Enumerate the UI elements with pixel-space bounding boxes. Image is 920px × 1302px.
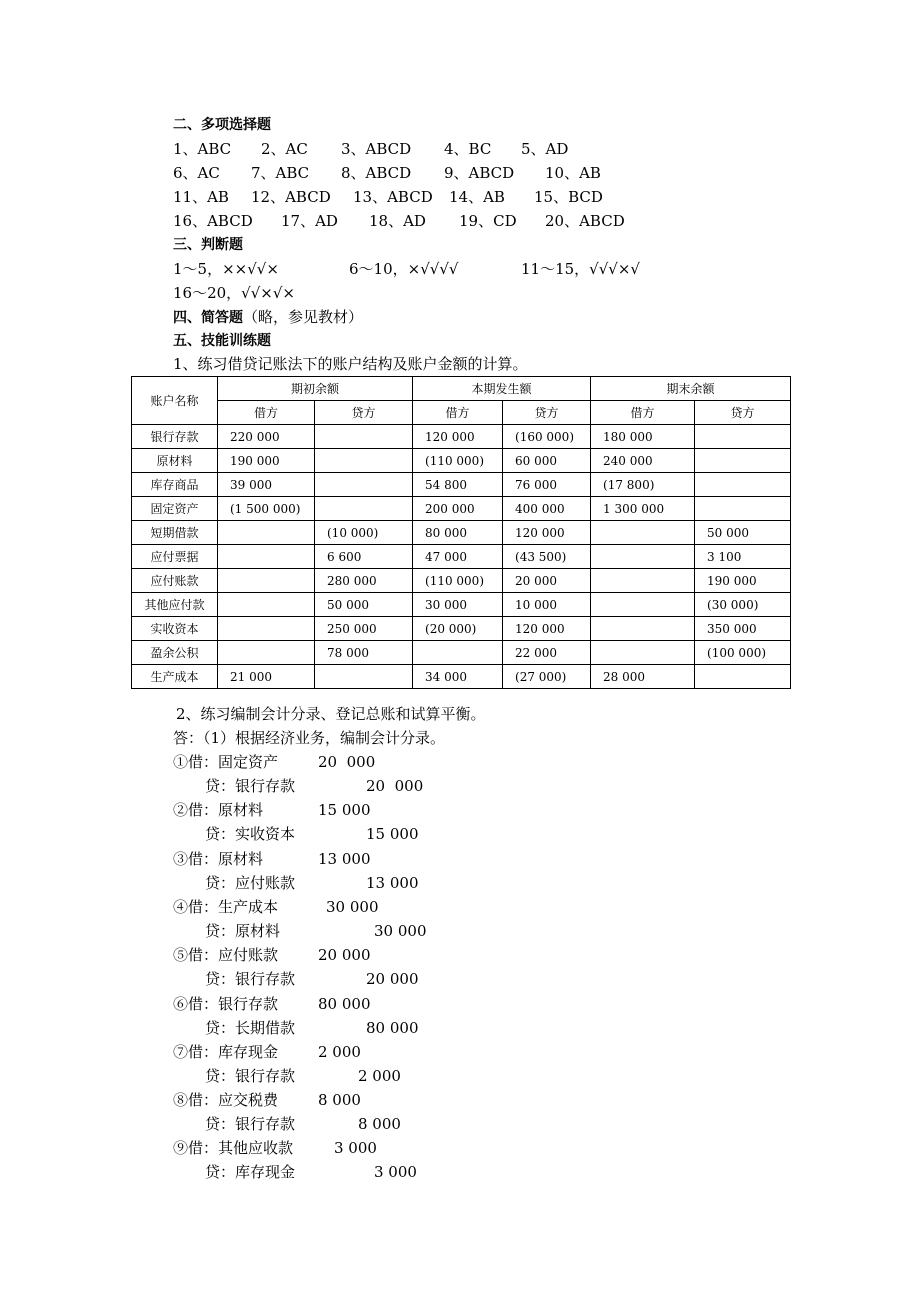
header-debit: 借方 — [218, 401, 315, 425]
amount-cell: 78 000 — [315, 641, 413, 665]
table-row — [132, 641, 791, 665]
entry-debit-amount: 20 000 — [318, 946, 371, 965]
entry-credit-account: 贷：应付账款 — [205, 873, 296, 892]
amount-cell: (43 500) — [503, 545, 591, 569]
amount-cell: 34 000 — [413, 665, 503, 689]
account-name-cell: 盈余公积 — [132, 641, 218, 665]
amount-cell: 120 000 — [503, 617, 591, 641]
skill-1-text: 1、练习借贷记账法下的账户结构及账户金额的计算。 — [173, 355, 528, 373]
header-credit: 贷方 — [315, 401, 413, 425]
amount-cell: (27 000) — [503, 665, 591, 689]
answer-item: 10、AB — [545, 164, 601, 182]
amount-cell — [591, 641, 695, 665]
answer-item: 14、AB — [449, 188, 505, 206]
header-opening-balance: 期初余额 — [218, 377, 413, 401]
account-name-cell: 应付票据 — [132, 545, 218, 569]
entry-debit-account: ⑨借：其他应收款 — [173, 1139, 294, 1158]
amount-cell: 1 300 000 — [591, 497, 695, 521]
entry-debit-account: ⑥借：银行存款 — [173, 994, 279, 1013]
amount-cell: 200 000 — [413, 497, 503, 521]
answer-item: 16、ABCD — [173, 212, 253, 230]
account-name-cell: 银行存款 — [132, 425, 218, 449]
amount-cell: 220 000 — [218, 425, 315, 449]
amount-cell: (160 000) — [503, 425, 591, 449]
header-debit: 借方 — [591, 401, 695, 425]
amount-cell: 21 000 — [218, 665, 315, 689]
amount-cell — [695, 473, 791, 497]
amount-cell — [591, 521, 695, 545]
entry-debit-amount: 8 000 — [318, 1091, 361, 1110]
answer-item: 15、BCD — [534, 188, 603, 206]
amount-cell: 50 000 — [695, 521, 791, 545]
skills-title: 五、技能训练题 — [173, 333, 271, 349]
amount-cell: 280 000 — [315, 569, 413, 593]
entry-debit-amount: 20 000 — [318, 753, 376, 771]
table-row — [132, 665, 791, 689]
amount-cell — [695, 497, 791, 521]
amount-cell: 190 000 — [695, 569, 791, 593]
amount-cell — [218, 545, 315, 569]
answer-item: 5、AD — [521, 140, 569, 158]
account-name-cell: 原材料 — [132, 449, 218, 473]
table-row — [132, 473, 791, 497]
entry-credit-amount: 2 000 — [358, 1066, 401, 1085]
amount-cell: 20 000 — [503, 569, 591, 593]
amount-cell: 240 000 — [591, 449, 695, 473]
account-name-cell: 库存商品 — [132, 473, 218, 497]
account-balance-table — [131, 376, 791, 689]
entry-credit-amount: 8 000 — [358, 1115, 401, 1134]
amount-cell — [591, 593, 695, 617]
amount-cell: 80 000 — [413, 521, 503, 545]
entry-credit-account: 贷：银行存款 — [205, 1066, 296, 1085]
amount-cell: (10 000) — [315, 521, 413, 545]
judge-item: 1～5，××√√× — [173, 260, 279, 278]
entry-debit-amount: 80 000 — [318, 994, 371, 1013]
amount-cell: 10 000 — [503, 593, 591, 617]
multi-choice-row-4 — [173, 210, 813, 232]
header-period-amount: 本期发生额 — [413, 377, 591, 401]
answer-item: 13、ABCD — [353, 188, 433, 206]
entry-credit-account: 贷：实收资本 — [205, 825, 296, 844]
amount-cell: (110 000) — [413, 569, 503, 593]
answer-item: 12、ABCD — [251, 188, 331, 206]
amount-cell: (1 500 000) — [218, 497, 315, 521]
amount-cell: (20 000) — [413, 617, 503, 641]
amount-cell: 54 800 — [413, 473, 503, 497]
entry-debit-amount: 2 000 — [318, 1042, 361, 1061]
amount-cell — [695, 665, 791, 689]
amount-cell: (30 000) — [695, 593, 791, 617]
table-row — [132, 617, 791, 641]
amount-cell: 22 000 — [503, 641, 591, 665]
judge-row-2: 16～20，√√×√× — [173, 284, 295, 302]
answer-intro: 答：（1）根据经济业务，编制会计分录。 — [173, 729, 446, 747]
amount-cell: 120 000 — [413, 425, 503, 449]
entry-debit-account: ④借：生产成本 — [173, 897, 279, 916]
amount-cell: 60 000 — [503, 449, 591, 473]
judge-item: 6～10，×√√√√ — [349, 260, 459, 278]
short-answer-title: 四、简答题 — [173, 310, 243, 326]
entry-debit-amount: 15 000 — [318, 801, 371, 820]
entry-credit-account: 贷：长期借款 — [205, 1018, 296, 1037]
amount-cell — [591, 569, 695, 593]
answer-item: 2、AC — [261, 140, 308, 158]
amount-cell — [218, 521, 315, 545]
header-closing-balance: 期末余额 — [591, 377, 791, 401]
amount-cell: 30 000 — [413, 593, 503, 617]
short-answer-line — [173, 306, 363, 329]
judge-row-1 — [173, 258, 813, 280]
amount-cell — [695, 425, 791, 449]
table-row — [132, 449, 791, 473]
account-name-cell: 其他应付款 — [132, 593, 218, 617]
answer-item: 8、ABCD — [341, 164, 412, 182]
amount-cell: 120 000 — [503, 521, 591, 545]
amount-cell: 50 000 — [315, 593, 413, 617]
table-row — [132, 497, 791, 521]
amount-cell: (17 800) — [591, 473, 695, 497]
multi-choice-row-3 — [173, 186, 813, 208]
amount-cell — [218, 593, 315, 617]
answer-item: 17、AD — [281, 212, 338, 230]
amount-cell: 28 000 — [591, 665, 695, 689]
entry-credit-account: 贷：库存现金 — [205, 1163, 296, 1182]
judge-title: 三、判断题 — [173, 237, 243, 253]
table-row — [132, 593, 791, 617]
entry-debit-amount: 30 000 — [326, 897, 379, 916]
amount-cell — [315, 665, 413, 689]
table-row — [132, 521, 791, 545]
answer-item: 20、ABCD — [545, 212, 625, 230]
amount-cell: 76 000 — [503, 473, 591, 497]
entry-debit-account: ③借：原材料 — [173, 849, 264, 868]
entry-credit-amount: 80 000 — [366, 1018, 419, 1037]
multi-choice-title: 二、多项选择题 — [173, 117, 271, 133]
amount-cell: 39 000 — [218, 473, 315, 497]
entry-credit-account: 贷：银行存款 — [205, 970, 296, 989]
entry-credit-account: 贷：银行存款 — [205, 777, 296, 795]
amount-cell — [413, 641, 503, 665]
multi-choice-row-2 — [173, 162, 813, 184]
entry-credit-amount: 20 000 — [366, 970, 419, 989]
account-name-cell: 生产成本 — [132, 665, 218, 689]
amount-cell: 250 000 — [315, 617, 413, 641]
amount-cell — [218, 569, 315, 593]
entry-credit-amount: 30 000 — [374, 921, 427, 940]
multi-choice-row-1 — [173, 138, 813, 160]
entry-credit-amount: 15 000 — [366, 825, 419, 844]
amount-cell: 6 600 — [315, 545, 413, 569]
amount-cell: (110 000) — [413, 449, 503, 473]
amount-cell — [315, 449, 413, 473]
amount-cell: 3 100 — [695, 545, 791, 569]
short-answer-note: （略，参见教材） — [243, 308, 364, 326]
amount-cell — [315, 425, 413, 449]
account-name-cell: 实收资本 — [132, 617, 218, 641]
amount-cell — [591, 545, 695, 569]
entry-debit-amount: 13 000 — [318, 849, 371, 868]
entry-credit-amount: 20 000 — [366, 777, 424, 795]
entry-credit-account: 贷：银行存款 — [205, 1115, 296, 1134]
entry-debit-account: ②借：原材料 — [173, 801, 264, 820]
answer-item: 18、AD — [369, 212, 426, 230]
table-row — [132, 569, 791, 593]
amount-cell — [315, 497, 413, 521]
answer-item: 4、BC — [444, 140, 492, 158]
entry-credit-amount: 13 000 — [366, 873, 419, 892]
amount-cell: (100 000) — [695, 641, 791, 665]
skill-2-text: 2、练习编制会计分录、登记总账和试算平衡。 — [176, 705, 486, 723]
answer-item: 1、ABC — [173, 140, 232, 158]
amount-cell — [218, 617, 315, 641]
entry-debit-account: ①借：固定资产 — [173, 753, 279, 771]
answer-item: 9、ABCD — [444, 164, 515, 182]
answer-item: 6、AC — [173, 164, 220, 182]
entry-debit-amount: 3 000 — [334, 1139, 377, 1158]
amount-cell: 350 000 — [695, 617, 791, 641]
answer-item: 7、ABC — [251, 164, 310, 182]
entry-debit-account: ⑧借：应交税费 — [173, 1091, 279, 1110]
amount-cell — [218, 641, 315, 665]
account-name-cell: 应付账款 — [132, 569, 218, 593]
entry-credit-account: 贷：原材料 — [205, 921, 281, 940]
entry-debit-account: ⑤借：应付账款 — [173, 946, 279, 965]
amount-cell: 400 000 — [503, 497, 591, 521]
header-credit: 贷方 — [695, 401, 791, 425]
table-row — [132, 545, 791, 569]
amount-cell: 47 000 — [413, 545, 503, 569]
table-row — [132, 425, 791, 449]
header-debit: 借方 — [413, 401, 503, 425]
answer-item: 19、CD — [459, 212, 517, 230]
amount-cell — [695, 449, 791, 473]
account-name-cell: 固定资产 — [132, 497, 218, 521]
answer-item: 11、AB — [173, 188, 229, 206]
account-name-cell: 短期借款 — [132, 521, 218, 545]
entry-credit-amount: 3 000 — [374, 1163, 417, 1182]
header-account-name: 账户名称 — [132, 377, 218, 425]
amount-cell: 180 000 — [591, 425, 695, 449]
amount-cell — [315, 473, 413, 497]
entry-debit-account: ⑦借：库存现金 — [173, 1042, 279, 1061]
judge-item: 11～15，√√√×√ — [521, 260, 640, 278]
header-credit: 贷方 — [503, 401, 591, 425]
answer-item: 3、ABCD — [341, 140, 412, 158]
amount-cell — [591, 617, 695, 641]
amount-cell: 190 000 — [218, 449, 315, 473]
table-body — [132, 425, 791, 689]
